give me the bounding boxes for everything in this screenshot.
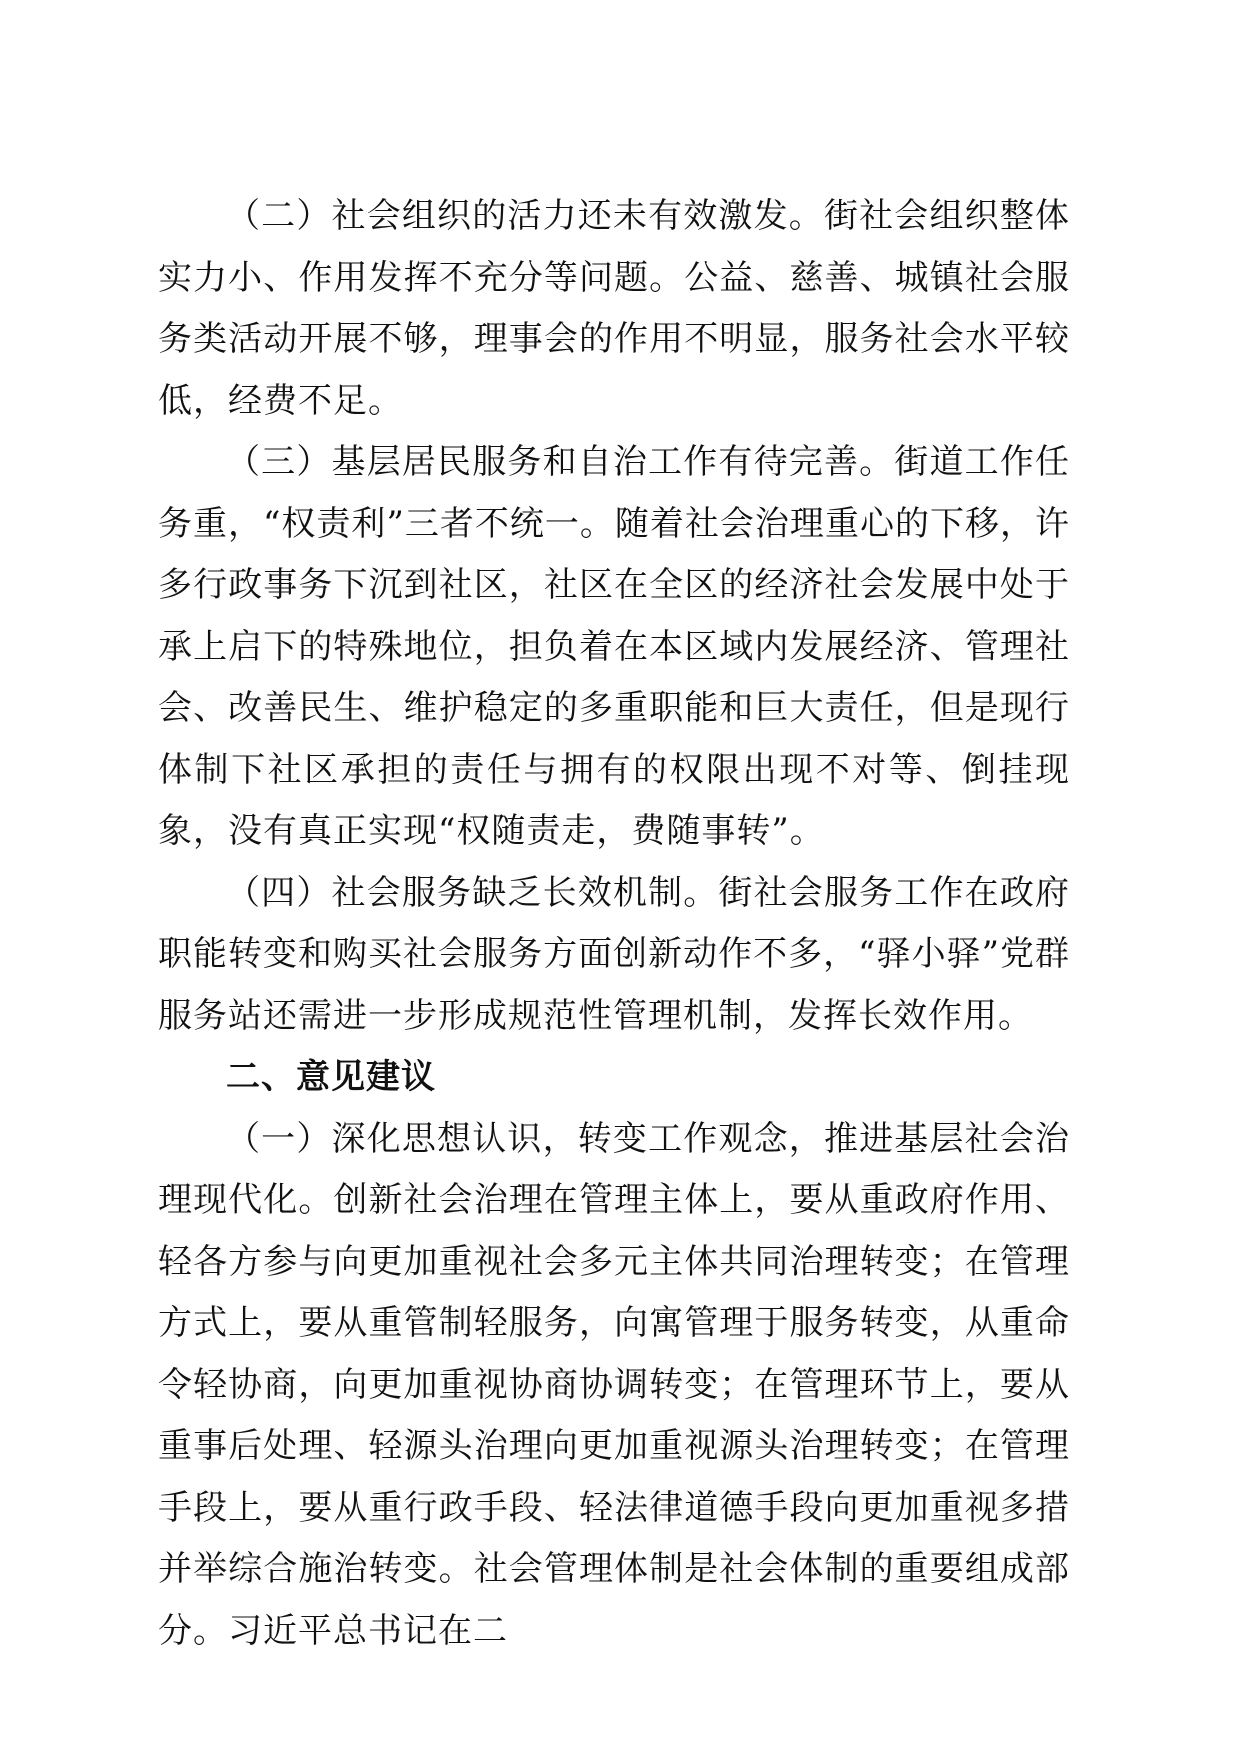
document-body: [158, 186, 1070, 1662]
paragraph-grassroots-services: （三）基层居民服务和自治工作有待完善。街道工作任务重，“权责利”三者不统一。随着社会治理重心的下移，许多行政事务下沉到社区，社区在全区的经济社会发展中处于承上启下的特殊地位，担负着在本区域内发展经济、管理社会、改善民生、维护稳定的多重职能和巨大责任，但是现行体制下社区承担的责任与拥有的权限出现不对等、倒挂现象，没有真正实现“权随责走，费随事转”。: [158, 442, 1070, 851]
paragraph-long-term-mechanism: （四）社会服务缺乏长效机制。街社会服务工作在政府职能转变和购买社会服务方面创新动作不多，“驿小驿”党群服务站还需进一步形成规范性管理机制，发挥长效作用。: [158, 872, 1070, 1036]
paragraph-social-organizations: （二）社会组织的活力还未有效激发。街社会组织整体实力小、作用发挥不充分等问题。公益、慈善、城镇社会服务类活动开展不够，理事会的作用不明显，服务社会水平较低，经费不足。: [158, 196, 1070, 421]
paragraph-governance-modernization: （一）深化思想认识，转变工作观念，推进基层社会治理现代化。创新社会治理在管理主体上，要从重政府作用、轻各方参与向更加重视社会多元主体共同治理转变；在管理方式上，要从重管制轻服务，向寓管理于服务转变，从重命令轻协商，向更加重视协商协调转变；在管理环节上，要从重事后处理、轻源头治理向更加重视源头治理转变；在管理手段上，要从重行政手段、轻法律道德手段向更加重视多措并举综合施治转变。社会管理体制是社会体制的重要组成部分。习近平总书记在二: [158, 1118, 1070, 1651]
section-heading-suggestions: 二、意见建议: [226, 1057, 436, 1097]
